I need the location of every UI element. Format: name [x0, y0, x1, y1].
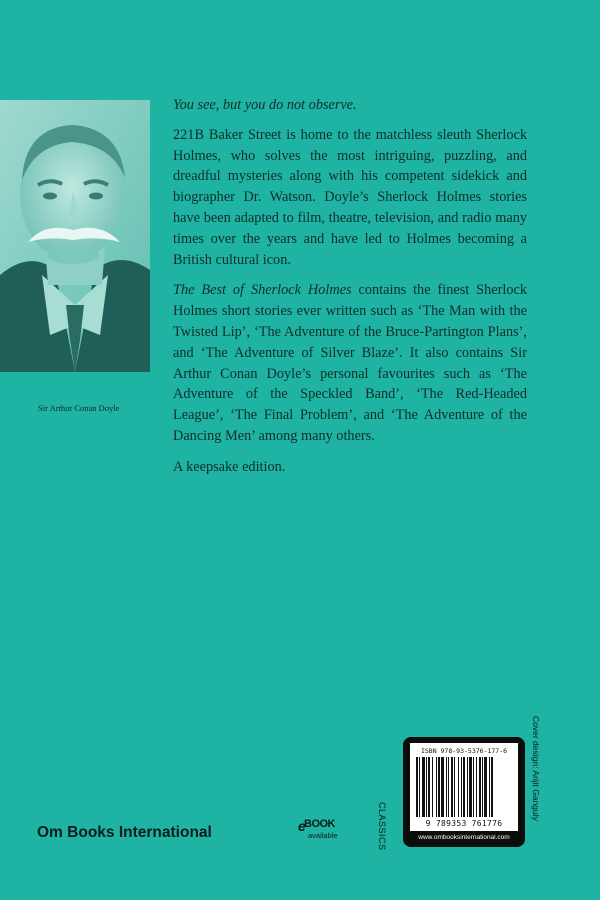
barcode-bar — [426, 757, 427, 817]
barcode-bar — [446, 757, 447, 817]
book-title: The Best of Sherlock Holmes — [173, 282, 352, 299]
barcode-bar — [479, 757, 481, 817]
barcode-bar — [476, 757, 477, 817]
ebook-label: BOOK — [304, 818, 335, 830]
barcode-bar — [458, 757, 459, 817]
barcode-bar — [454, 757, 455, 817]
barcode-bar — [432, 757, 433, 817]
publisher-logo — [37, 824, 212, 842]
barcode-number: 9 789353 761776 — [425, 819, 503, 828]
barcode-panel — [403, 737, 525, 847]
barcode-bar — [467, 757, 468, 817]
isbn-text: ISBN 978-93-5376-177-6 — [420, 747, 508, 755]
author-portrait — [0, 100, 150, 372]
barcode-bar — [489, 757, 490, 817]
publisher-om: Om — [37, 824, 63, 841]
cover-design-credit: Cover design: Arijit Ganguly — [531, 716, 541, 821]
barcode-bar — [428, 757, 430, 817]
blurb-paragraph-2 — [173, 280, 527, 446]
barcode-bar — [438, 757, 440, 817]
barcode-bar — [463, 757, 465, 817]
barcode-bars — [416, 757, 512, 819]
blurb-closing: A keepsake edition. — [173, 458, 286, 475]
barcode-bar — [422, 757, 425, 817]
barcode-bar — [419, 757, 420, 817]
blurb — [173, 95, 527, 488]
ebook-e-icon: e — [298, 818, 306, 834]
barcode-bar — [448, 757, 449, 817]
publisher-website: www.ombooksinternational.com — [418, 834, 510, 841]
barcode-bar — [441, 757, 444, 817]
barcode-bar — [491, 757, 493, 817]
barcode-bar — [461, 757, 462, 817]
portrait-caption: Sir Arthur Conan Doyle — [38, 403, 120, 413]
publisher-name: Books International — [67, 824, 212, 841]
blurb-paragraph-2-text: contains the finest Sherlock Holmes short stories ever written such as ‘The Man with the Twisted Lip’, ‘The Adventure of the Bruce-Partington Plans’, and ‘The Adventure of Silver Blaze’. It also contains Sir Arthur Conan Doyle’s personal favourites such as ‘The Adventure of the Speckled Band’, ‘The Red-Headed League’, ‘The Final Problem’, and ‘The Adventure of the Dancing Men’ among many others. — [173, 282, 527, 444]
ebook-badge — [298, 818, 346, 848]
blurb-paragraph-1: 221B Baker Street is home to the matchless sleuth Sherlock Holmes, who solves the most intriguing, puzzling, and dreadful mysteries along with his competent sidekick and biographer Dr. Watson. Doyle’s Sherlock Holmes stories have been adapted to film, theatre, television, and radio many times over the years and have led to Holmes becoming a British cultural icon. — [173, 126, 527, 268]
barcode-bar — [482, 757, 483, 817]
barcode-bar — [484, 757, 487, 817]
barcode-bar — [469, 757, 472, 817]
barcode-bar — [416, 757, 418, 817]
barcode-bar — [473, 757, 474, 817]
barcode-white — [410, 743, 518, 831]
barcode-bar — [436, 757, 437, 817]
ebook-sub: available — [308, 831, 338, 840]
barcode-bar — [451, 757, 453, 817]
category-label: CLASSICS — [377, 802, 387, 851]
opening-quote: You see, but you do not observe. — [173, 97, 357, 113]
